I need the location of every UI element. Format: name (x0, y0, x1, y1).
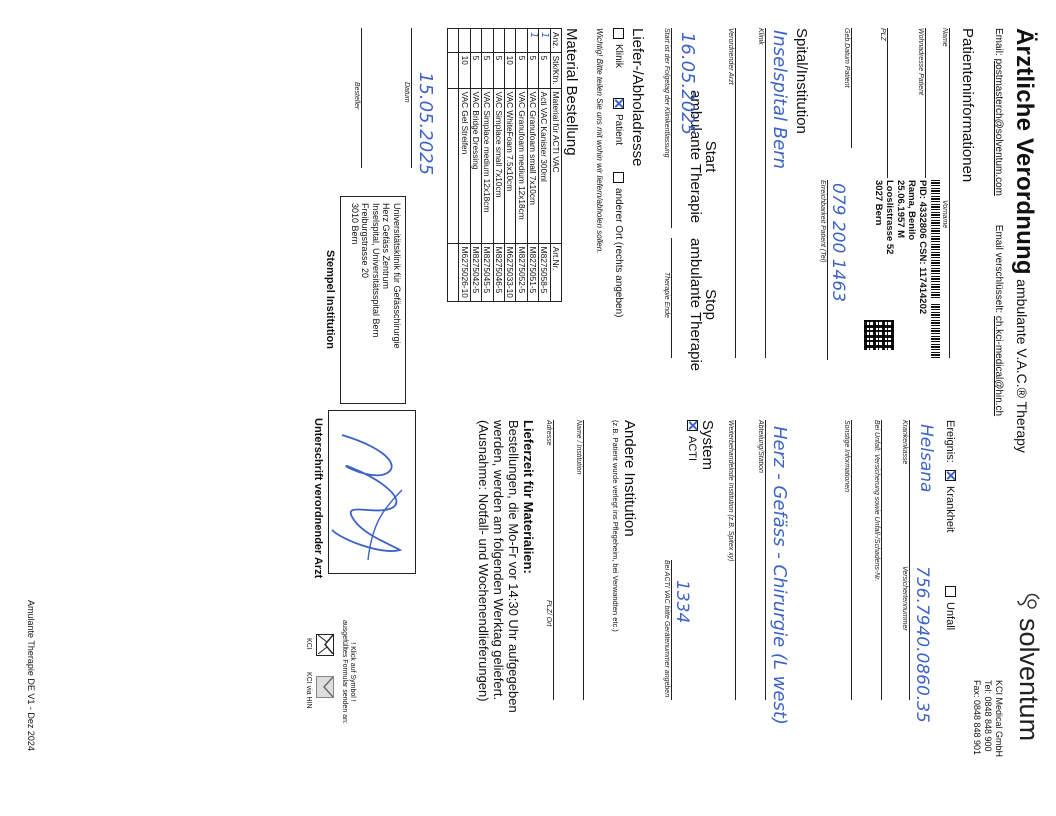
therapy-start-date: 16.05.2025 (677, 32, 698, 136)
checkbox-accident[interactable] (945, 586, 956, 597)
patient-option: Patient (613, 114, 624, 146)
company-block (971, 680, 1004, 757)
other-place-option: anderer Ort (rechts angeben) (613, 188, 624, 318)
table-row (482, 29, 493, 302)
start-hint: Start ist der Folgetag der Klinikentlassung (663, 28, 670, 158)
stamp-line: Inselspital, Universitätsspital Bern (371, 203, 381, 338)
table-row (539, 29, 550, 302)
signature-date: 15.05.2025 (415, 72, 436, 176)
company-name: KCI Medical GmbH (994, 680, 1004, 758)
section-delivery: Liefer-/Abholadresse (629, 28, 646, 167)
phone-label: Erreichbarkeit Patient (Tel) (819, 180, 826, 263)
clinic-value: Inselspital Bern (769, 30, 790, 170)
col-stk: Stk/Ktn. (550, 52, 561, 88)
checkbox-other-place[interactable] (613, 172, 624, 183)
institution-name-label: Name / Institution (575, 420, 582, 475)
materials-table (447, 28, 562, 302)
stamp-line: Universitätsklinik für Gefässchirurgie (392, 203, 402, 349)
plz-label: PLZ (879, 28, 886, 41)
row-article: M8275042-5 (470, 243, 481, 301)
acti-label: ACTI (686, 436, 698, 462)
start-line (671, 28, 672, 228)
insurer-value: Helsana (916, 424, 936, 493)
row-material: VAC Gel Streifen (459, 88, 470, 243)
row-material: VAC Bridge Dressing (470, 88, 481, 243)
delivery-time-line2: werden, werden am folgenden Werktag geliefert. (491, 420, 506, 701)
table-row (505, 29, 516, 302)
footer-version: Amulante Therapie DE V1 - Dez 2024 (26, 600, 36, 751)
date-label: Datum (403, 82, 410, 103)
name-label: Name (941, 28, 948, 47)
row-qty[interactable] (459, 29, 470, 53)
patient-barcode-right (931, 304, 940, 358)
clinic-label: Klinik (757, 28, 764, 45)
therapy-start-sub: ambulante Therapie (687, 90, 704, 224)
row-qty[interactable] (516, 29, 527, 53)
insurer-label: Krankenkasse (901, 420, 908, 465)
signature-label: Unterschrift verordnender Arzt (312, 418, 324, 579)
email-link[interactable]: postmasterch@solventum.com (993, 58, 1004, 196)
stamp-line: Herz Gefäss Zentrum (381, 203, 392, 290)
row-per-box: 10 (459, 52, 470, 88)
delivery-note: Wichtig! Bitte teilen Sie uns mit wohin wir liefern/abholen sollen. (595, 28, 604, 254)
illness-label: Krankheit (944, 486, 956, 533)
institution-stamp (340, 196, 406, 404)
sticker-city: 3027 Bern (873, 180, 884, 226)
row-article: M8275052-5 (516, 243, 527, 301)
company-tel: Tel: 0848 848 900 (983, 680, 993, 752)
company-fax: Fax: 0848 848 901 (972, 680, 982, 756)
patient-barcode-left (931, 180, 940, 300)
send-kci-email-icon[interactable] (316, 634, 334, 656)
row-per-box: 5 (516, 52, 527, 88)
institution-plz-label: PLZ/ Ort (545, 600, 552, 627)
row-qty[interactable] (470, 29, 481, 53)
form-title (1010, 28, 1038, 453)
table-row-empty (448, 29, 459, 302)
row-material: VAC Simplace medium 12x18cm (482, 88, 493, 243)
checkbox-patient[interactable] (613, 98, 624, 109)
delivery-time-line3: (Ausnahme: Notfall- und Wochenendlieferungen) (476, 420, 491, 702)
doctor-label: Verordnender Arzt (727, 28, 734, 85)
therapy-stop-heading (688, 238, 718, 371)
other-institution-hint: (z.B. Patient wurde verlegt ins Pflegeheim, bei Verwandten etc.) (611, 420, 620, 632)
form-title-bold: Ärztliche Verordnung (1011, 28, 1038, 275)
col-art: Art.Nr. (550, 243, 561, 301)
department-label: Abteilung/Station (757, 420, 764, 473)
dob-label: Geb.Datum Patient (843, 28, 850, 88)
therapy-stop-title: Stop (702, 289, 719, 320)
row-material: VAC Granufoam medium 12x18cm (516, 88, 527, 243)
doctor-line (735, 28, 736, 358)
institution-name-line (583, 420, 584, 700)
followup-label: Weiterbehandelnde Institution (z.B. Spitex xy) (727, 420, 734, 562)
col-material: Material für ACTI VAC (550, 88, 561, 243)
row-qty[interactable] (482, 29, 493, 53)
date-line (411, 28, 412, 168)
stamp-line: 3010 Bern (350, 203, 360, 245)
row-qty[interactable]: 1 (539, 29, 550, 53)
row-material: VAC WhiteFoam 7.5x10cm (505, 88, 516, 243)
table-row (459, 29, 470, 302)
plz-line (887, 28, 888, 178)
event-label: Ereignis: (944, 420, 956, 463)
delivery-time-line1: Bestellungen, die Mo-Fr vor 14:30 Uhr aufgegeben (506, 420, 521, 713)
orderer-line (361, 28, 362, 168)
department-line (765, 420, 766, 700)
dob-line (851, 28, 852, 148)
table-row (516, 29, 527, 302)
row-per-box: 10 (505, 52, 516, 88)
solventum-logo-icon (1016, 590, 1042, 616)
institution-address-label: Adresse (545, 420, 552, 446)
row-article: M8275058-5 (539, 243, 550, 301)
sticker-text (873, 180, 928, 314)
row-article: M8275045-5 (482, 243, 493, 301)
insurer-line (909, 420, 910, 700)
other-info-line (851, 420, 852, 700)
sticker-pid: PID: 4332806 CSN: 117414202 (917, 180, 928, 315)
table-row (470, 29, 481, 302)
table-row (527, 29, 538, 302)
row-article: M6275033-10 (505, 243, 516, 301)
department-value: Herz - Gefäss - Chirurgie (L west) (769, 426, 790, 725)
delivery-time-block (476, 420, 536, 720)
row-material: VAC Granufoam small 7x10cm (527, 88, 538, 243)
delivery-time-title: Lieferzeit für Materialien: (521, 420, 536, 574)
section-materials: Material Bestellung (563, 28, 580, 156)
email-label: Email: (993, 28, 1004, 56)
patient-phone: 079 200 1463 (828, 183, 848, 302)
email-encrypted-label: Email verschlüsselt: (993, 224, 1004, 314)
therapy-stop-sub: ambulante Therapie (687, 238, 704, 372)
followup-line (735, 420, 736, 700)
section-system: System (699, 420, 716, 471)
phone-line (827, 180, 828, 360)
section-other-institution: Andere Institution (621, 420, 638, 537)
sticker-dob: 25.06.1957 M (895, 180, 906, 239)
send-hint-line1: ! Klick auf Symbol ! (349, 642, 356, 702)
checkbox-klinik[interactable] (613, 28, 624, 39)
col-anz: Anz. (550, 29, 561, 53)
form-title-rest: ambulante V.A.C.® Therapy (1014, 279, 1030, 453)
email-row (993, 28, 1004, 416)
row-material: Acti VAC Kanister 300ml (539, 88, 550, 243)
row-material: VAC Simplace small 7x10cm (493, 88, 504, 243)
accident-insurance-line (881, 420, 882, 700)
device-number-label: Bei ACTI VAC bitte Gerätenummer angeben (663, 560, 670, 698)
sticker-street: Looslistrasse 52 (884, 180, 895, 255)
section-hospital: Spital/Institution (793, 28, 810, 134)
send-hin-email-icon[interactable] (316, 676, 334, 698)
row-qty[interactable]: 1 (527, 29, 538, 53)
row-qty[interactable] (505, 29, 516, 53)
therapy-end-label: Therapie Ende (663, 272, 670, 318)
email-encrypted-link[interactable]: ch.kci-medical@hin.ch (993, 315, 1004, 417)
stamp-line: Freiburgstrasse 20 (360, 203, 371, 279)
section-patient-info: Patienteninformationen (959, 28, 976, 183)
patient-sticker (848, 180, 940, 360)
checkbox-acti[interactable] (687, 420, 698, 431)
row-qty[interactable] (493, 29, 504, 53)
insured-number-value: 756.7940.0860.35 (912, 566, 932, 723)
row-per-box: 5 (539, 52, 550, 88)
materials-header-row (550, 29, 561, 302)
row-per-box: 5 (527, 52, 538, 88)
insured-number-label: Versichertennummer (901, 566, 908, 631)
name-line (949, 28, 950, 358)
send-hint (340, 620, 356, 724)
orderer-label: Besteller (353, 82, 360, 110)
table-row (493, 29, 504, 302)
clinic-line (765, 28, 766, 358)
stop-line (671, 238, 672, 358)
address-label: Wohnadresse Patient (917, 28, 924, 95)
row-per-box: 5 (482, 52, 493, 88)
row-article: M8275051-5 (527, 243, 538, 301)
klinik-option: Klinik (613, 44, 624, 68)
row-per-box: 5 (470, 52, 481, 88)
device-number-value: 1334 (672, 580, 692, 624)
other-info-label: Sonstige Informationen (843, 420, 850, 492)
handwritten-signature-icon (328, 430, 412, 570)
send-hint-line2: ausgefülltes Formular senden an: (341, 620, 348, 724)
address-line (925, 28, 926, 178)
patient-qr-code (864, 320, 894, 350)
hin-label: KCI via HIN (305, 672, 312, 709)
doctor-signature-box (326, 410, 416, 580)
checkbox-illness[interactable] (945, 470, 956, 481)
row-per-box: 5 (493, 52, 504, 88)
kci-label: KCI (305, 638, 312, 650)
therapy-start-title: Start (702, 140, 719, 173)
row-article: M8275046-5 (493, 243, 504, 301)
brand-name: solventum (1014, 618, 1044, 742)
accident-insurance-label: Bei Unfall: Versicherung sowie Unfall-/Schadens-Nr. (873, 420, 880, 582)
row-article: M6275026-10 (459, 243, 470, 301)
stamp-label: Stempel Institution (324, 250, 336, 349)
vorname-label: Vorname (941, 200, 948, 229)
sticker-name: Rama, Benilo (906, 180, 917, 241)
device-number-line (671, 560, 672, 700)
accident-label: Unfall (944, 602, 956, 631)
institution-address-line (553, 420, 554, 700)
